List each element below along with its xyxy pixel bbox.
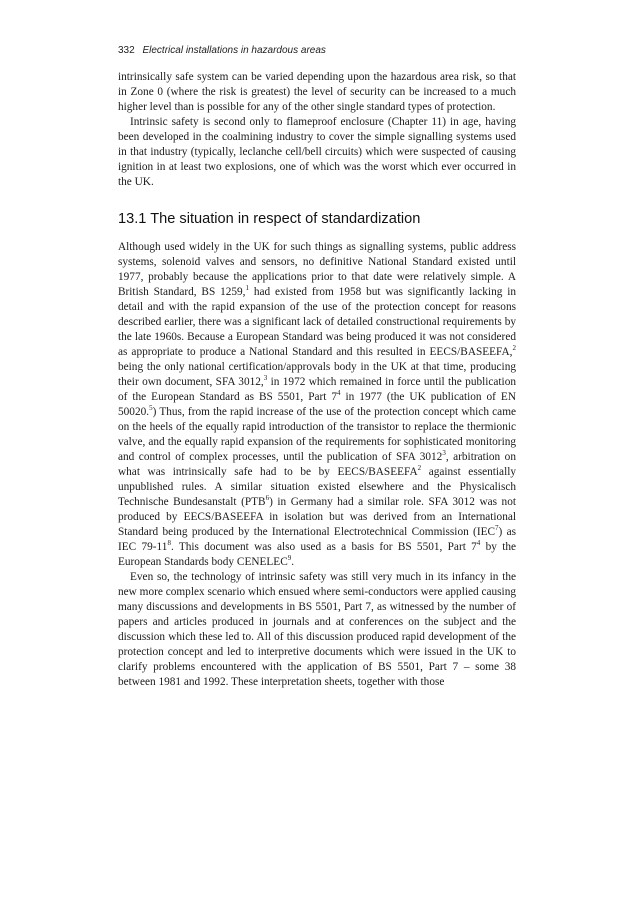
paragraph-standardization: [118, 240, 516, 570]
paragraph-technology-infancy: Even so, the technology of intrinsic safety was still very much in its infancy in the new more complex scenario which ensued where semi-conductors were applied causing many discussions and developments in BS 5501, Part 7, as witnessed by the number of papers and articles produced in journals and at conferences on the subject and the discussion which these led to. All of this discussion produced rapid development of the protection concept and led to interpretive documents which were issued in the UK to clarify problems encountered with the application of BS 5501, Part 7 – some 38 between 1981 and 1992. These interpretation sheets, together with those: [118, 571, 516, 688]
footnote-ref: 3: [263, 374, 268, 383]
para3-text-9: ) in Germany had a similar role. SFA 3012 was not produced by EECS/BASEEFA in isolation but was derived from an International Standard being produced by the International Electrotechnical Commission (IEC: [118, 496, 516, 538]
section-heading: [118, 210, 516, 228]
para3-text-11: . This document was also used as a basis for BS 5501, Part 7: [170, 541, 477, 553]
footnote-ref: 4: [476, 539, 481, 548]
footnote-ref: 2: [512, 344, 516, 353]
para3-text-2: had existed from 1958 but was significantly lacking in detail and with the rapid expansion of the use of the protection concept for reasons described earlier, there was a significant lack of detailed constructional requirements by the late 1960s. Because a European Standard was being produced it was not considered as appropriate to produce a National Standard and this resulted in EECS/BASEEFA,: [118, 286, 516, 358]
footnote-ref: 2: [417, 464, 422, 473]
page-number: 332: [118, 45, 135, 56]
para3-text-7: , arbitration on what was intrinsically safe had to be by EECS/BASEEFA: [118, 451, 516, 478]
para3-text-13: .: [291, 556, 295, 568]
footnote-ref: 1: [245, 284, 250, 293]
footnote-ref: 3: [442, 449, 446, 458]
para3-text-10: ) as IEC 79-11: [118, 526, 516, 553]
footnote-ref: 9: [287, 554, 292, 563]
footnote-ref: 8: [167, 539, 171, 548]
para3-text-12: by the European Standards body CENELEC: [118, 541, 516, 568]
paragraph-continuation: intrinsically safe system can be varied depending upon the hazardous area risk, so that in Zone 0 (where the risk is greatest) the level of security can be increased to a much higher level than is possible for any of the other single standard types of protection.: [118, 71, 516, 113]
section-title: The situation in respect of standardization: [150, 211, 421, 227]
book-title: Electrical installations in hazardous areas: [142, 45, 326, 56]
paragraph-intrinsic-safety-age: Intrinsic safety is second only to flameproof enclosure (Chapter 11) in age, having been developed in the coalmining industry to cover the simple signalling systems used in that industry (typically, leclanche cell/bell circuits) which were suspected of causing ignition in at least two explosions, one of which was the worst which ever occurred in the UK.: [118, 116, 516, 188]
para3-text-4: in 1972 which remained in force until the publication of the European Standard as BS 5501, Part 7: [118, 376, 516, 403]
footnote-ref: 4: [337, 389, 341, 398]
running-head: [118, 44, 516, 58]
book-page: [118, 44, 516, 690]
para3-text-3: being the only national certification/approvals body in the UK at that time, producing their own document, SFA 3012,: [118, 361, 516, 388]
footnote-ref: 6: [265, 494, 270, 503]
para3-text-5: in 1977 (the UK publication of EN 50020.: [118, 391, 516, 418]
para3-text-6: ) Thus, from the rapid increase of the use of the protection concept which came on the heels of the equally rapid introduction of the transistor to replace the thermionic valve, and the equally rapid expansion of the requirements for sophisticated monitoring and control of complex processes, until the publication of SFA 3012: [118, 406, 516, 463]
para3-text-1: Although used widely in the UK for such things as signalling systems, public address systems, solenoid valves and sensors, no definitive National Standard existed until 1977, probably because the applications prior to that date were relatively simple. A British Standard, BS 1259,: [118, 241, 516, 298]
section-number: 13.1: [118, 211, 147, 227]
footnote-ref: 5: [149, 404, 153, 413]
para3-text-8: against essentially unpublished rules. A similar situation existed elsewhere and the Physicalisch Technische Bundesanstalt (PTB: [118, 466, 516, 508]
footnote-ref: 7: [495, 524, 499, 533]
